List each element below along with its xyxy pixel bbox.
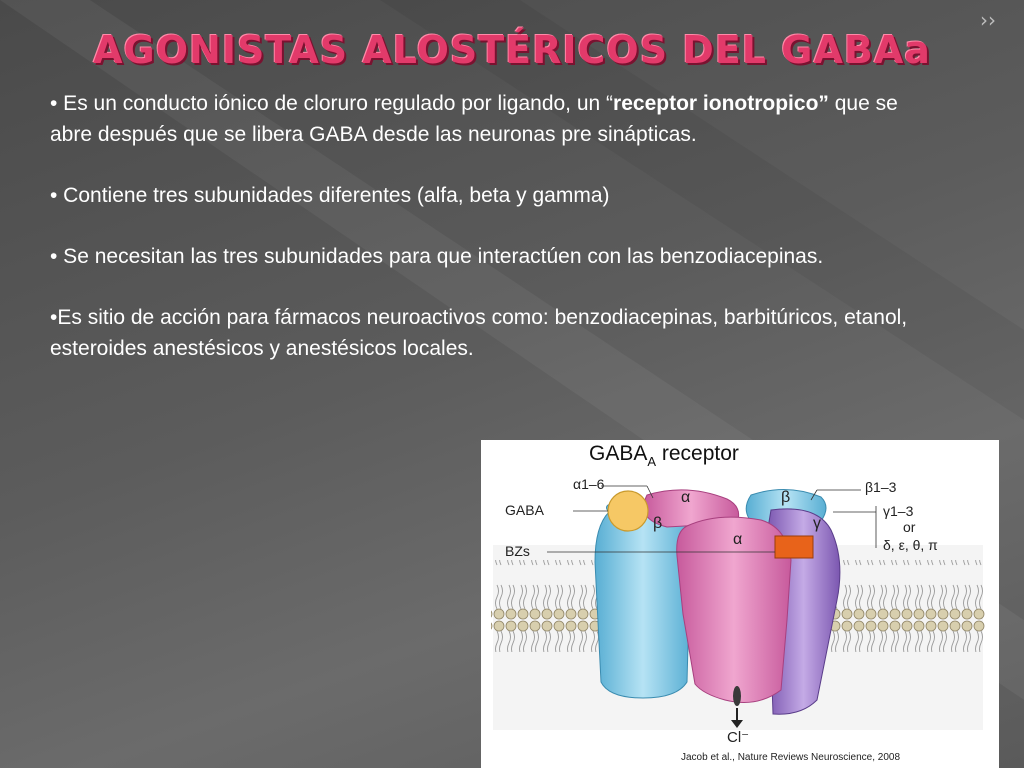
gaba-ligand [608, 491, 648, 531]
label-alpha-range: α1–6 [573, 476, 605, 492]
bullet-list [50, 88, 930, 394]
label-beta-left: β [653, 515, 663, 532]
label-or: or [903, 519, 916, 535]
label-bzs: BZs [505, 543, 530, 559]
subunit-beta-left [595, 502, 691, 698]
figure-citation: Jacob et al., Nature Reviews Neuroscience, 2008 [681, 752, 901, 763]
figure-title: $GABA_A$ receptor [589, 442, 739, 469]
slide-title: AGONISTAS ALOSTÉRICOS DEL GABAa [93, 28, 931, 72]
bz-binding-site [775, 536, 813, 558]
bullet-item [50, 88, 930, 150]
label-alternatives: δ, ε, θ, π [883, 537, 938, 553]
label-gaba: GABA [505, 502, 544, 518]
bullet-text-prefix: • Es un conducto iónico de cloruro regulado por ligando, un “ [50, 92, 614, 115]
bullet-item: • Contiene tres subunidades diferentes (alfa, beta y gamma) [50, 184, 610, 207]
label-gamma: γ [813, 515, 821, 532]
bullet-item: •Es sitio de acción para fármacos neuroactivos como: benzodiacepinas, barbitúricos, etanol, esteroides anestésicos y anestésicos locales. [50, 306, 908, 360]
bullet-text-suffix: que se abre después que se libera GABA desde las neuronas pre sinápticas. [50, 92, 898, 146]
label-beta-right: β [781, 489, 791, 506]
channel-pore [733, 686, 741, 706]
label-chloride: Cl⁻ [727, 729, 750, 746]
label-alpha-top: α [681, 489, 691, 506]
label-alpha-front: α [733, 531, 743, 548]
gaba-receptor-figure [481, 440, 999, 768]
label-gamma-range: γ1–3 [883, 503, 914, 519]
label-beta-range: β1–3 [865, 479, 897, 495]
chevron-right-double-icon[interactable]: ›› [980, 8, 996, 32]
receptor-diagram [481, 440, 999, 768]
bullet-text-bold: receptor ionotropico” [613, 92, 829, 115]
bullet-item: • Se necesitan las tres subunidades para que interactúen con las benzodiacepinas. [50, 245, 824, 268]
